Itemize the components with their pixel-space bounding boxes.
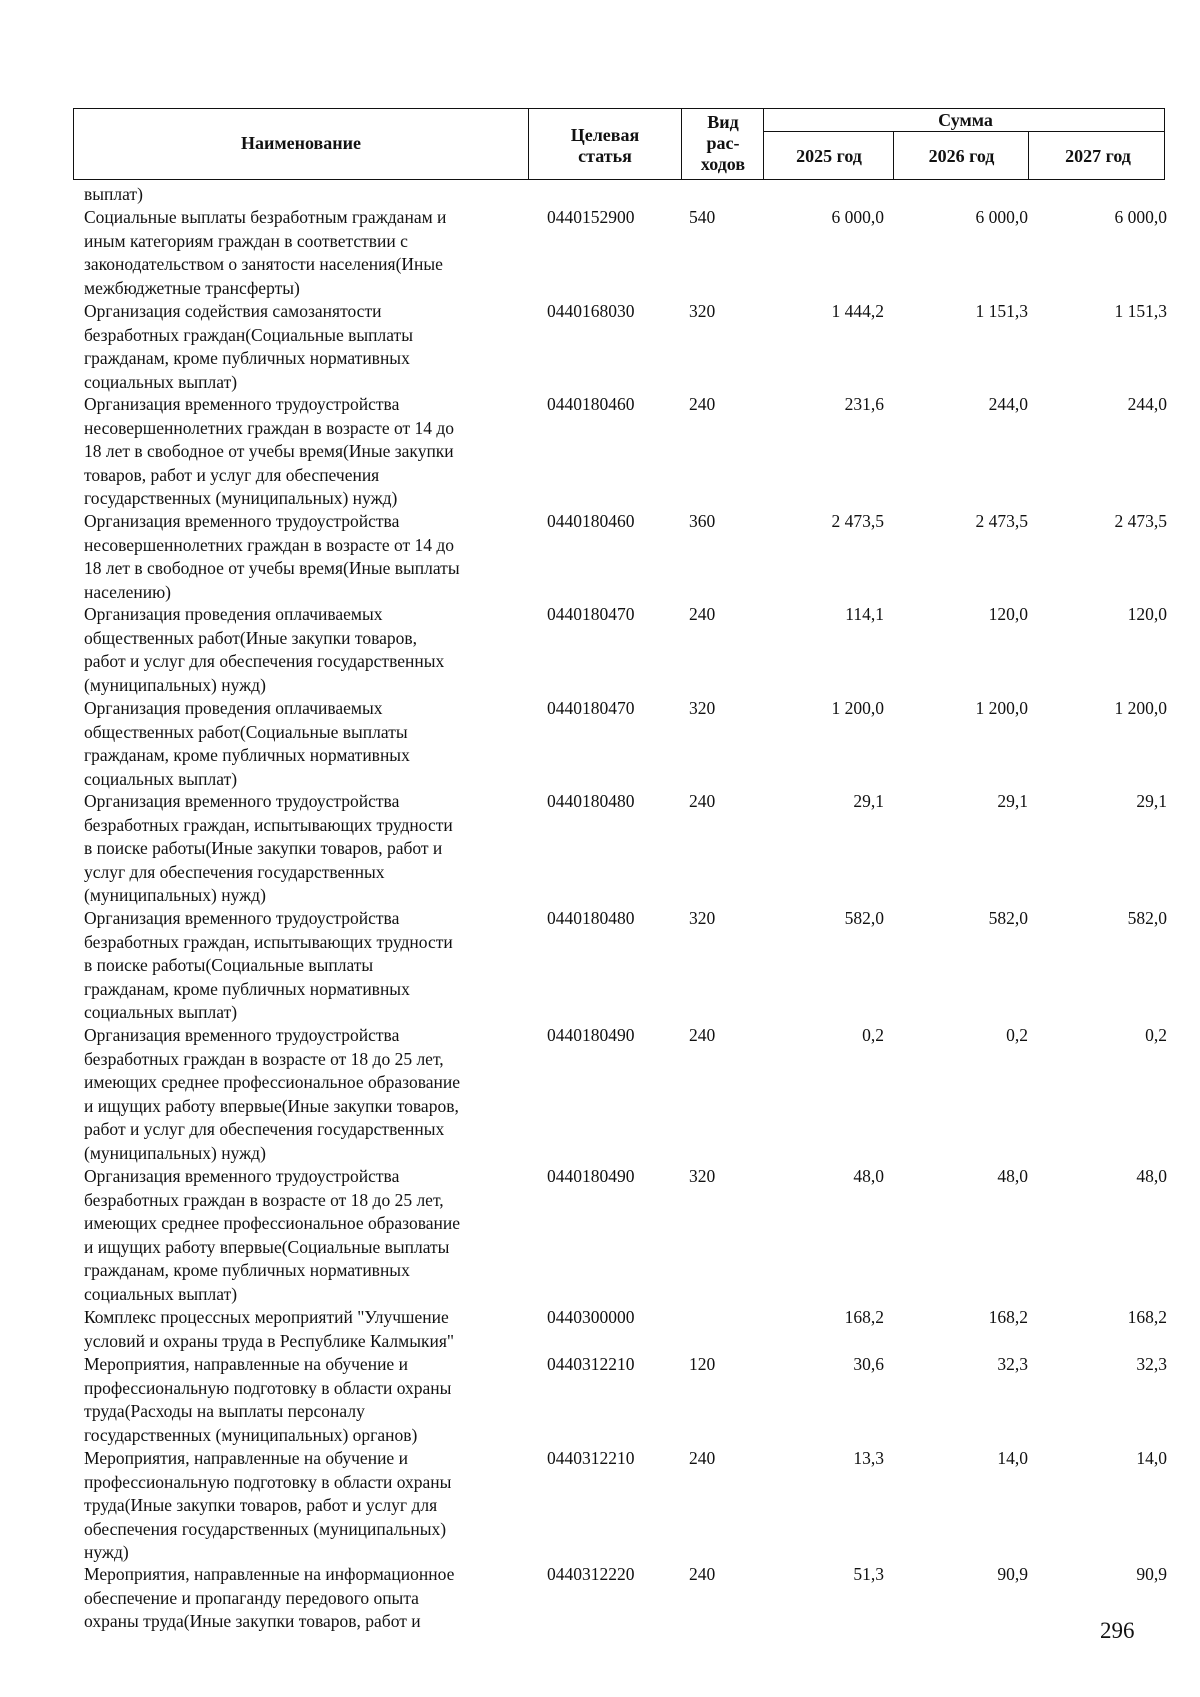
header-year-2027: 2027 год — [1065, 145, 1131, 166]
row-target-code: 0440300000 — [547, 1307, 635, 1327]
row-expense-type: 120 — [689, 1354, 716, 1374]
row-sum-2025: 114,1 — [845, 604, 884, 624]
row-expense-type: 240 — [689, 1564, 716, 1584]
row-name: Организация временного трудоустройства безработных граждан в возрасте от 18 до 25 лет, имеющих среднее профессиональное образование и ищущих работу впервые(Социальные выплаты гражданам, кроме публичных нормативных социальных выплат) — [84, 1166, 461, 1304]
row-target-code: 0440180460 — [547, 511, 635, 531]
row-sum-2025: 6 000,0 — [831, 207, 884, 227]
row-sum-2027: 2 473,5 — [1114, 511, 1167, 531]
row-sum-2027: 29,1 — [1136, 791, 1167, 811]
row-sum-2026: 168,2 — [988, 1307, 1028, 1327]
row-sum-2026: 0,2 — [1006, 1025, 1028, 1045]
row-sum-2026: 120,0 — [988, 604, 1028, 624]
row-expense-type: 320 — [689, 301, 716, 321]
row-expense-type: 240 — [689, 394, 716, 414]
row-target-code: 0440312210 — [547, 1448, 635, 1468]
row-target-code: 0440180470 — [547, 698, 635, 718]
row-sum-2026: 2 473,5 — [975, 511, 1028, 531]
row-sum-2027: 1 200,0 — [1114, 698, 1167, 718]
row-sum-2026: 90,9 — [997, 1564, 1028, 1584]
page-number: 296 — [1100, 1618, 1135, 1643]
row-sum-2025: 582,0 — [844, 908, 884, 928]
row-sum-2025: 30,6 — [853, 1354, 884, 1374]
row-target-code: 0440180490 — [547, 1025, 635, 1045]
row-sum-2025: 1 444,2 — [831, 301, 884, 321]
row-name: Организация временного трудоустройства безработных граждан в возрасте от 18 до 25 лет, имеющих среднее профессиональное образование и ищущих работу впервые(Иные закупки товаров, работ и услуг для обеспечения государственных (муниципальных) нужд) — [84, 1025, 461, 1163]
row-expense-type: 540 — [689, 207, 716, 227]
row-sum-2025: 1 200,0 — [831, 698, 884, 718]
row-sum-2026: 582,0 — [988, 908, 1028, 928]
row-name: Социальные выплаты безработным гражданам и иным категориям граждан в соответствии с законодательством о занятости населения(Иные межбюджетные трансферты) — [84, 207, 447, 298]
row-expense-type: 360 — [689, 511, 716, 531]
header-sum: Сумма — [938, 109, 993, 130]
row-name: Организация проведения оплачиваемых общественных работ(Иные закупки товаров, работ и услуг для обеспечения государственных (муниципальных) нужд) — [84, 604, 445, 695]
row-sum-2025: 168,2 — [844, 1307, 884, 1327]
row-sum-2025: 29,1 — [853, 791, 884, 811]
row-target-code: 0440180490 — [547, 1166, 635, 1186]
row-sum-2027: 6 000,0 — [1114, 207, 1167, 227]
row-name: Мероприятия, направленные на обучение и профессиональную подготовку в области охраны труда(Иные закупки товаров, работ и услуг для обеспечения государственных (муниципальных) нужд) — [84, 1448, 452, 1563]
row-sum-2025: 0,2 — [862, 1025, 884, 1045]
row-sum-2027: 90,9 — [1136, 1564, 1167, 1584]
row-name: Мероприятия, направленные на информационное обеспечение и пропаганду передового опыта охраны труда(Иные закупки товаров, работ и — [84, 1564, 455, 1632]
row-name: Организация содействия самозанятости безработных граждан(Социальные выплаты гражданам, кроме публичных нормативных социальных выплат) — [84, 301, 413, 392]
row-target-code: 0440180470 — [547, 604, 635, 624]
row-target-code: 0440180480 — [547, 908, 635, 928]
header-name: Наименование — [241, 133, 361, 153]
row-name: Организация временного трудоустройства безработных граждан, испытывающих трудности в поиске работы(Иные закупки товаров, работ и услуг для обеспечения государственных (муниципальных) нужд) — [84, 791, 453, 906]
header-expense-type: Вид рас-ходов — [700, 112, 746, 174]
row-sum-2026: 1 200,0 — [975, 698, 1028, 718]
row-name: Комплекс процессных мероприятий "Улучшение условий и охраны труда в Республике Калмыкия" — [84, 1307, 455, 1351]
row-sum-2025: 2 473,5 — [831, 511, 884, 531]
row-expense-type: 320 — [689, 908, 716, 928]
table-header — [73, 108, 1165, 180]
header-year-2025: 2025 год — [796, 145, 862, 166]
row-target-code: 0440152900 — [547, 207, 635, 227]
row-name: Организация временного трудоустройства безработных граждан, испытывающих трудности в поиске работы(Социальные выплаты гражданам, кроме публичных нормативных социальных выплат) — [84, 908, 453, 1023]
row-name: Организация временного трудоустройства несовершеннолетних граждан в возрасте от 14 до 18 лет в свободное от учебы время(Иные закупки товаров, работ и услуг для обеспечения государственных (муниципальных) нужд) — [84, 394, 455, 509]
row-name: Организация временного трудоустройства несовершеннолетних граждан в возрасте от 14 до 18 лет в свободное от учебы время(Иные выплаты населению) — [84, 511, 460, 602]
row-expense-type: 240 — [689, 1448, 716, 1468]
row-sum-2025: 51,3 — [853, 1564, 884, 1584]
row-sum-2026: 32,3 — [997, 1354, 1028, 1374]
row-target-code: 0440180460 — [547, 394, 635, 414]
row-sum-2025: 48,0 — [853, 1166, 884, 1186]
row-expense-type: 320 — [689, 1166, 716, 1186]
header-target-item: Целевая статья — [570, 125, 640, 166]
row-sum-2026: 29,1 — [997, 791, 1028, 811]
row-name: Организация проведения оплачиваемых общественных работ(Социальные выплаты гражданам, кроме публичных нормативных социальных выплат) — [84, 698, 410, 789]
row-name: выплат) — [84, 184, 143, 204]
row-sum-2027: 1 151,3 — [1114, 301, 1167, 321]
row-sum-2027: 48,0 — [1136, 1166, 1167, 1186]
row-name: Мероприятия, направленные на обучение и профессиональную подготовку в области охраны труда(Расходы на выплаты персоналу государственных (муниципальных) органов) — [84, 1354, 452, 1445]
row-expense-type: 240 — [689, 604, 716, 624]
row-sum-2027: 14,0 — [1136, 1448, 1167, 1468]
row-sum-2026: 6 000,0 — [975, 207, 1028, 227]
row-sum-2027: 244,0 — [1127, 394, 1167, 414]
row-expense-type: 240 — [689, 791, 716, 811]
row-sum-2026: 244,0 — [988, 394, 1028, 414]
row-target-code: 0440180480 — [547, 791, 635, 811]
row-sum-2026: 14,0 — [997, 1448, 1028, 1468]
row-sum-2026: 1 151,3 — [975, 301, 1028, 321]
row-sum-2027: 582,0 — [1127, 908, 1167, 928]
row-sum-2027: 32,3 — [1136, 1354, 1167, 1374]
header-year-2026: 2026 год — [928, 145, 995, 166]
row-sum-2025: 13,3 — [853, 1448, 884, 1468]
row-sum-2027: 0,2 — [1145, 1025, 1167, 1045]
row-expense-type: 240 — [689, 1025, 716, 1045]
row-sum-2026: 48,0 — [997, 1166, 1028, 1186]
row-target-code: 0440168030 — [547, 301, 635, 321]
row-sum-2027: 120,0 — [1127, 604, 1167, 624]
row-sum-2027: 168,2 — [1127, 1307, 1167, 1327]
row-target-code: 0440312220 — [547, 1564, 635, 1584]
row-expense-type: 320 — [689, 698, 716, 718]
row-target-code: 0440312210 — [547, 1354, 635, 1374]
row-sum-2025: 231,6 — [844, 394, 884, 414]
